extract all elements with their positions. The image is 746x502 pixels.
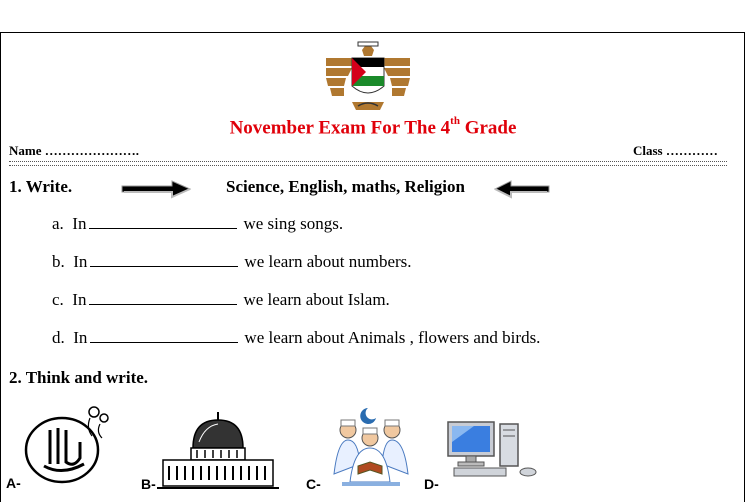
answer-blank[interactable] bbox=[89, 214, 237, 229]
mosque-dome-icon bbox=[155, 408, 281, 492]
label-c: C- bbox=[306, 476, 321, 492]
q1-item-d: d. In we learn about Animals , flowers and birds. bbox=[52, 328, 541, 347]
arrow-left-icon bbox=[493, 179, 551, 199]
header-divider-bottom bbox=[9, 165, 727, 166]
name-label: Name …………………. bbox=[9, 143, 139, 158]
q2-heading: 2. Think and write. bbox=[9, 368, 149, 387]
q1-item-a: a. In we sing songs. bbox=[52, 214, 344, 233]
q1-item-b: b. In we learn about numbers. bbox=[52, 252, 412, 271]
header-divider-top bbox=[9, 161, 727, 162]
answer-blank[interactable] bbox=[89, 290, 237, 305]
exam-title: November Exam For The 4th Grade bbox=[229, 115, 517, 139]
class-label: Class ………… bbox=[633, 143, 718, 158]
allah-calligraphy-icon bbox=[22, 402, 114, 484]
q1-heading: 1. Write. bbox=[9, 177, 73, 196]
answer-blank[interactable] bbox=[90, 328, 238, 343]
label-a: A- bbox=[6, 475, 21, 491]
arrow-right-icon bbox=[120, 179, 192, 199]
word-bank: Science, English, maths, Religion bbox=[226, 177, 465, 196]
answer-blank[interactable] bbox=[90, 252, 238, 267]
palestine-emblem-icon bbox=[322, 36, 414, 116]
reading-quran-icon bbox=[328, 404, 414, 490]
label-d: D- bbox=[424, 476, 439, 492]
computer-icon bbox=[444, 418, 548, 478]
label-b: B- bbox=[141, 476, 156, 492]
q1-item-c: c. In we learn about Islam. bbox=[52, 290, 390, 309]
